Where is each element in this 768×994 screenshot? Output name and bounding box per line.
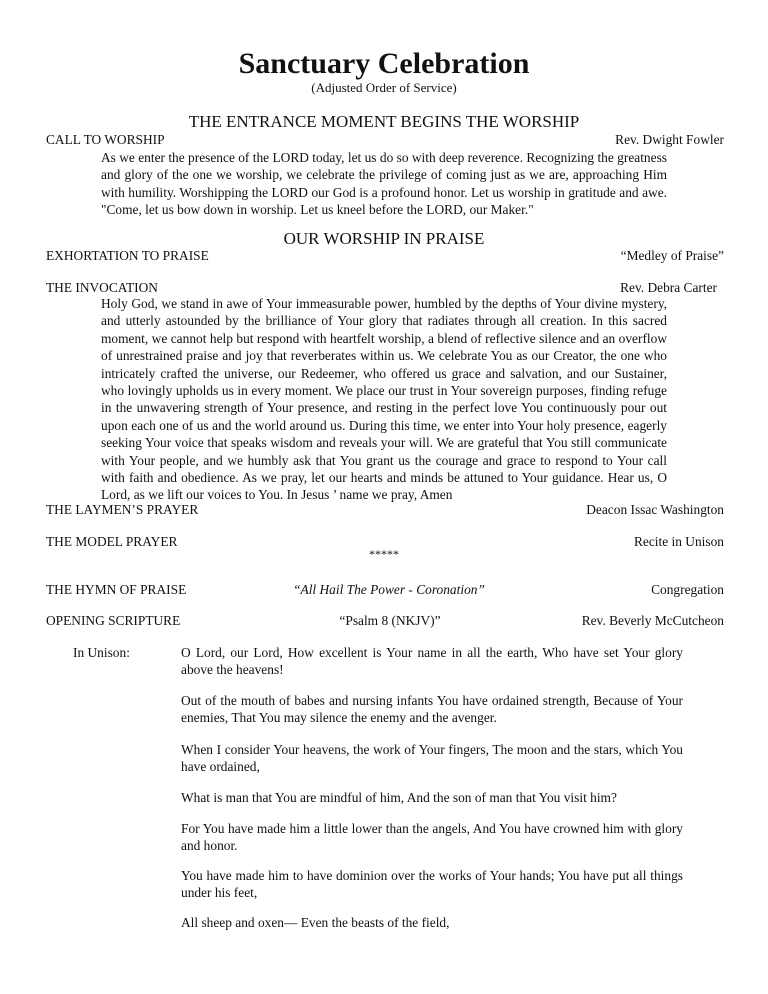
opening-scripture-leader: Rev. Beverly McCutcheon — [581, 613, 724, 628]
page-subtitle: (Adjusted Order of Service) — [311, 80, 457, 95]
call-to-worship-row — [46, 131, 724, 149]
scripture-verse: All sheep and oxen— Even the beasts of the field, — [181, 915, 450, 930]
hymn-label: THE HYMN OF PRAISE — [46, 582, 187, 597]
opening-scripture-row — [46, 612, 724, 630]
scripture-verse: For You have made him a little lower than the angels, And You have crowned him with glory and honor. — [181, 821, 683, 854]
hymn-title: “All Hail The Power - Coronation” — [293, 582, 485, 597]
exhortation-label: EXHORTATION TO PRAISE — [46, 248, 209, 263]
scripture-reference: “Psalm 8 (NKJV)” — [339, 613, 441, 628]
call-to-worship-label: CALL TO WORSHIP — [46, 132, 165, 147]
laymens-prayer-row — [46, 501, 724, 519]
laymens-prayer-leader: Deacon Issac Washington — [586, 502, 724, 517]
invocation-text: Holy God, we stand in awe of Your immeasurable power, humbled by the depths of Your divine mystery, and utterly astounded by the brilliance of Your glory that radiates through all creation. In this sacred moment, we cannot help but respond with heartfelt worship, a blend of reflective silence and an overflow of unrestrained praise and joy that reverberates within us. We celebrate You as our Creator, the one who intricately crafted the universe, our Redeemer, who offered us grace and salvation, and our Sustainer, who lovingly upholds us in every moment. We place our trust in Your sovereign purposes, finding refuge in the unwavering strength of Your presence, and resting in the perfect love You continuously pour out upon each one of us and the world around us. During this time, we enter into Your holy presence, eagerly seeking Your voice that speaks wisdom and reveals your will. We are grateful that You still communicate with Your people, and we humbly ask that You grant us the courage and grace to respond to Your call with faith and obedience. As we pray, let our hearts and minds be attuned to Your guidance. Hear us, O Lord, as we lift our voices to You. In Jesus ’ name we pray, Amen — [101, 296, 667, 503]
exhortation-row — [46, 247, 724, 265]
model-prayer-label: THE MODEL PRAYER — [46, 534, 178, 549]
opening-scripture-label: OPENING SCRIPTURE — [46, 613, 181, 628]
unison-label: In Unison: — [73, 645, 130, 660]
section-heading-praise: OUR WORSHIP IN PRAISE — [283, 229, 485, 248]
invocation-label: THE INVOCATION — [46, 280, 158, 295]
hymn-leader: Congregation — [651, 582, 724, 597]
section-heading-entrance: THE ENTRANCE MOMENT BEGINS THE WORSHIP — [188, 112, 580, 131]
scripture-verse: When I consider Your heavens, the work of Your fingers, The moon and the stars, which You have ordained, — [181, 742, 683, 775]
call-to-worship-leader: Rev. Dwight Fowler — [615, 132, 724, 147]
scripture-verse: You have made him to have dominion over the works of Your hands; You have put all things under his feet, — [181, 868, 683, 901]
call-to-worship-text: As we enter the presence of the LORD today, let us do so with deep reverence. Recognizing the greatness and glory of the one we worship, we celebrate the privilege of coming just as we are, approaching Him with humility. Worshipping the LORD our God is a profound honor. Let us worship in gratitude and awe. "Come, let us bow down in worship. Let us kneel before the LORD, our Maker." — [101, 150, 667, 218]
exhortation-detail: “Medley of Praise” — [620, 248, 724, 263]
hymn-row — [46, 581, 724, 599]
model-prayer-leader: Recite in Unison — [633, 534, 724, 549]
page-title: Sanctuary Celebration — [238, 47, 530, 80]
laymens-prayer-label: THE LAYMEN’S PRAYER — [46, 502, 199, 517]
invocation-leader: Rev. Debra Carter — [620, 280, 717, 295]
scripture-verse: O Lord, our Lord, How excellent is Your name in all the earth, Who have set Your glory above the heavens! — [181, 645, 683, 678]
scripture-verse: Out of the mouth of babes and nursing infants You have ordained strength, Because of Your enemies, That You may silence the enemy and the avenger. — [181, 693, 683, 726]
scripture-verse: What is man that You are mindful of him, And the son of man that You visit him? — [181, 790, 617, 805]
section-separator: ***** — [369, 547, 399, 561]
